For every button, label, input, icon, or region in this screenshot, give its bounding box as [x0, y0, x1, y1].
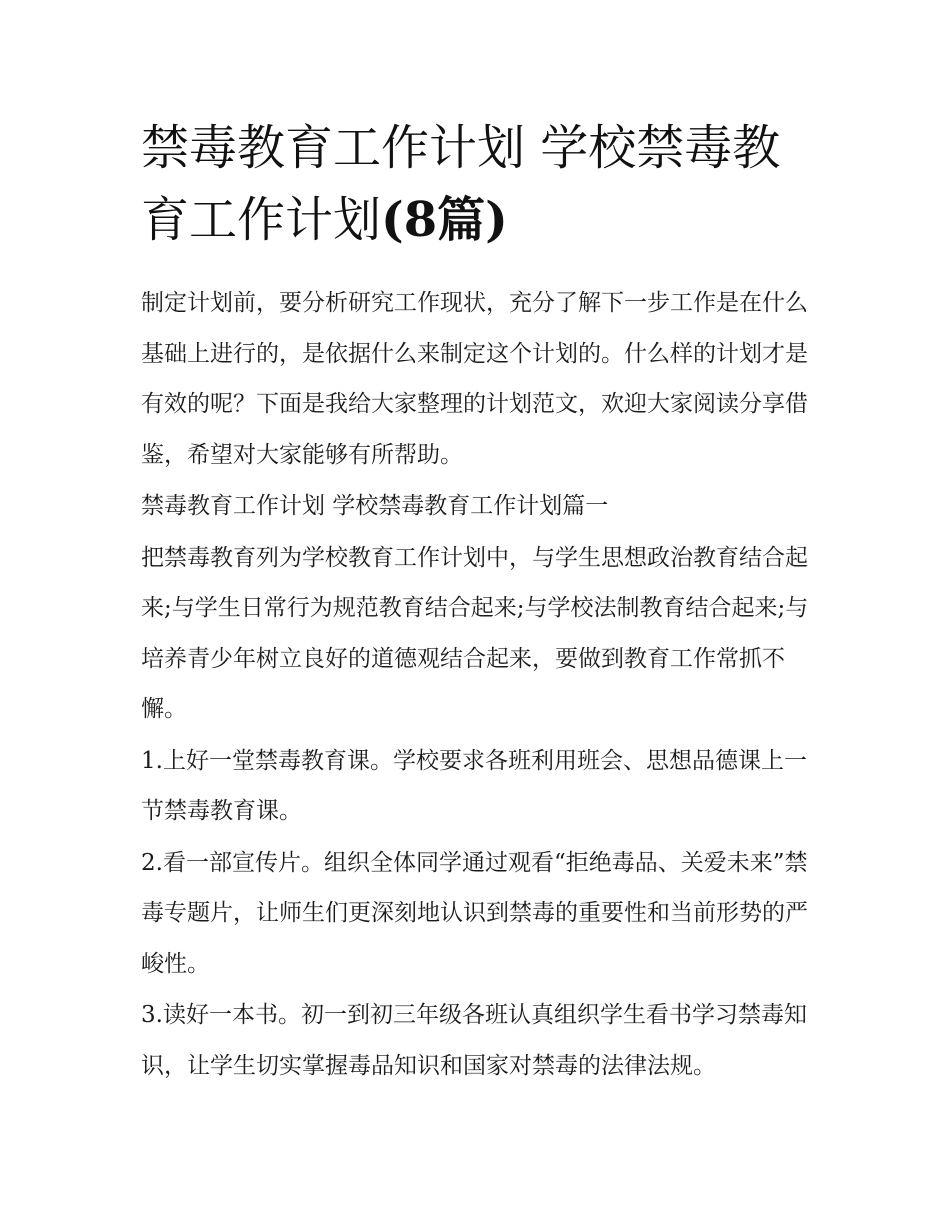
document-title — [141, 112, 813, 256]
list-item-3: 3.读好一本书。初一到初三年级各班认真组织学生看书学习禁毒知识，让学生切实掌握毒品知识和国家对禁毒的法律法规。 — [141, 1002, 807, 1079]
list-item-1: 1.上好一堂禁毒教育课。学校要求各班利用班会、思想品德课上一节禁毒教育课。 — [141, 747, 807, 824]
title-count: (8篇) — [381, 192, 508, 248]
document-body — [141, 112, 813, 1091]
intro-paragraph: 制定计划前，要分析研究工作现状，充分了解下一步工作是在什么基础上进行的，是依据什么来制定这个计划的。什么样的计划才是有效的呢？下面是我给大家整理的计划范文，欢迎大家阅读分享借鉴，希望对大家能够有所帮助。 — [141, 290, 808, 468]
list-item-2: 2.看一部宣传片。组织全体同学通过观看“拒绝毒品、关爱未来”禁毒专题片，让师生们更深刻地认识到禁毒的重要性和当前形势的严峻性。 — [141, 849, 808, 977]
title-text: 禁毒教育工作计划 学校禁毒教育工作计划 — [141, 120, 781, 248]
body-paragraph: 把禁毒教育列为学校教育工作计划中，与学生思想政治教育结合起来;与学生日常行为规范教育结合起来;与学校法制教育结合起来;与培养青少年树立良好的道德观结合起来，要做到教育工作常抓不懈。 — [141, 544, 809, 722]
section-heading: 禁毒教育工作计划 学校禁毒教育工作计划篇一 — [141, 493, 609, 519]
